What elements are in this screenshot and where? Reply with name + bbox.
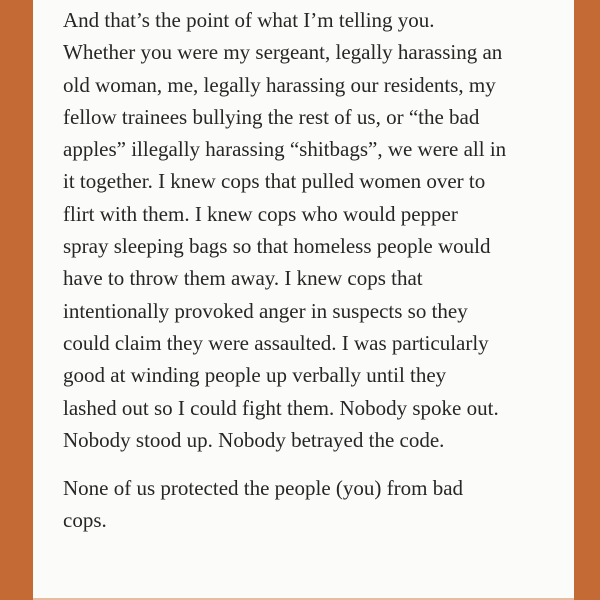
paragraph-police-culture [63, 4, 563, 456]
text-line: And that’s the point of what I’m telling you. [63, 8, 435, 32]
text-line: flirt with them. I knew cops who would pepper [63, 201, 458, 226]
text-line: intentionally provoked anger in suspects so they [63, 298, 468, 323]
text-line: lashed out so I could fight them. Nobody spoke out. [63, 395, 499, 420]
text-line: apples” illegally harassing “shitbags”, we were all in [63, 137, 507, 162]
right-orange-border [574, 0, 600, 600]
text-line: spray sleeping bags so that homeless people would [63, 234, 491, 259]
text-line: could claim they were assaulted. I was particularly [63, 330, 489, 355]
text-line: good at winding people up verbally until they [63, 363, 447, 388]
text-line: have to throw them away. I knew cops that [63, 266, 423, 291]
text-line: Whether you were my sergeant, legally harassing an [63, 40, 503, 65]
text-line: old woman, me, legally harassing our residents, my [63, 72, 496, 97]
document-text [63, 4, 563, 537]
text-line: Nobody stood up. Nobody betrayed the code. [63, 427, 445, 452]
text-line: cops. [63, 508, 107, 533]
left-orange-border [0, 0, 33, 600]
text-line: it together. I knew cops that pulled women over to [63, 169, 486, 194]
paragraph-conclusion [63, 472, 563, 537]
text-line: None of us protected the people (you) from bad [63, 476, 464, 501]
text-line: fellow trainees bullying the rest of us, or “the bad [63, 104, 480, 129]
document-page [33, 0, 574, 600]
